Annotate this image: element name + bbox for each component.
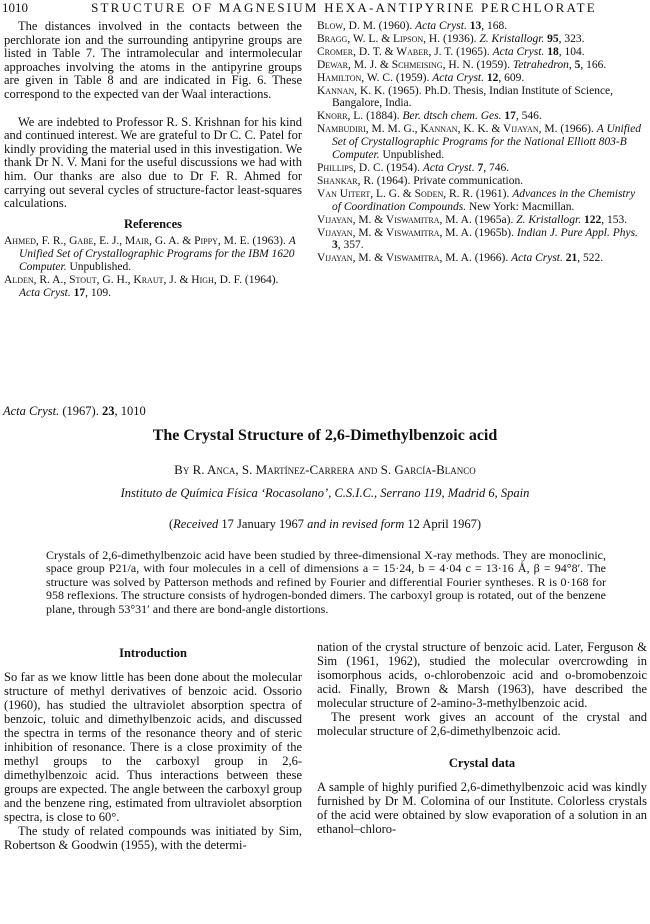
reference-authors: Blow, D. M. (317, 20, 376, 32)
reference-authors: Hamilton, W. C. (317, 71, 393, 84)
reference-entry (317, 20, 647, 33)
article-institute: Instituto de Química Física ‘Rocasolano’, C.S.I.C., Serrano 119, Madrid 6, Spain (120, 486, 530, 500)
reference-entry (317, 252, 647, 265)
reference-entry (317, 162, 647, 175)
reference-volume: 5 (574, 58, 581, 71)
prev-article-left-column (4, 20, 302, 300)
reference-year: (1965b). (474, 226, 514, 239)
running-title: STRUCTURE OF MAGNESIUM HEXA-ANTIPYRINE PERCHLORATE (91, 0, 597, 15)
reference-pages: , 323. (558, 32, 585, 45)
reference-entry (4, 274, 302, 300)
abstract: Crystals of 2,6-dimethylbenzoic acid have been studied by three-dimensional X-ray methods. They are monoclinic, space group P21/a, with four molecules in a cell of dimensions a = 15·24, b = 4·04 c = 13·16 Å, β = 94°8′. The structure was solved by Patterson methods and refined by Fourier and differential Fourier syntheses. R is 0·168 for 958 reflexions. The structure consists of hydrogen-bonded dimers. The carboxyl group is rotated, out of the benzene plane, through 53°31′ and there are bond-angle distortions. (46, 548, 606, 616)
prev-paragraph-1: The distances involved in the contacts between the perchlorate ion and the surrounding antipyrine groups are listed in Table 7. The intramolecular and intermolecular approaches involving the atoms in the antipyrine groups are given in Table 8 and are indicated in Fig. 6. These correspond to the expected van der Waal interactions. (4, 19, 302, 101)
reference-year: (1964). (376, 174, 411, 187)
reference-authors: Alden, R. A., Stout, G. H., Kraut, J. & High, D. F. (4, 274, 242, 287)
reference-year: (1936). (442, 32, 477, 45)
reference-authors: Ahmed, F. R., Gabe, E. J., Mair, G. A. & Pippy, M. E. (4, 235, 250, 248)
reference-volume: 95 (547, 32, 559, 45)
reference-journal: Z. Kristallogr. (516, 213, 582, 226)
reference-entry (317, 123, 647, 162)
reference-volume: 3 (332, 239, 338, 252)
reference-pages: , 357. (337, 239, 364, 252)
reference-journal: Z. Kristallogr. (479, 32, 545, 45)
intro-paragraph-2-continued: nation of the crystal structure of benzoic acid. Later, Ferguson & Sim (1961, 1962), studied the molecular overcrowding in isomorphous acids, o-chlorobenzoic acid and o-bromobenzoic acid. Finally, Brown & Marsh (1963), have described the molecular structure of 2-amino-3-methylbenzoic acid. (317, 640, 647, 710)
article-authors: By R. Anca, S. Martínez-Carrera and S. García-Blanco (174, 462, 476, 477)
article-right-column (317, 640, 647, 836)
reference-title: A Unified Set of Crystallographic Programs for the IBM 1620 Computer. (19, 235, 296, 274)
references-heading: References (123, 216, 183, 231)
reference-year: (1960). (378, 20, 413, 32)
reference-authors: Bragg, W. L. & Lipson, H. (317, 32, 441, 45)
reference-title: Advances in the Chemistry of Coordination Compounds. (332, 187, 636, 213)
reference-year: (1959). (395, 71, 430, 84)
reference-volume: 18 (547, 45, 559, 58)
reference-year: (1954). (386, 161, 420, 174)
reference-year: (1965a). (474, 213, 514, 226)
reference-authors: Dewar, M. J. & Schmeising, H. N. (317, 58, 474, 71)
reference-journal: Acta Cryst. (19, 286, 71, 299)
received-dates: (Received 17 January 1967 and in revised form 12 April 1967) (169, 517, 481, 531)
reference-entry (317, 46, 647, 59)
references-list-right (317, 20, 647, 265)
reference-pages: , 168. (481, 20, 508, 32)
reference-year: (1965). (388, 84, 422, 97)
reference-authors: Van Uitert, L. G. & Soden, R. R. (317, 187, 473, 200)
reference-year: (1966). (560, 123, 594, 136)
reference-entry (317, 188, 647, 214)
reference-entry (317, 227, 647, 253)
references-list-left (4, 235, 302, 300)
reference-entry (317, 175, 647, 188)
article-left-column (4, 646, 302, 852)
reference-year: (1964). (244, 274, 279, 287)
reference-journal: Acta Cryst. (492, 45, 545, 58)
reference-pages: , 104. (558, 45, 585, 58)
reference-authors: Nambudiri, M. M. G., Kannan, K. K. & Vijayan, M. (317, 123, 558, 136)
article-title: The Crystal Structure of 2,6-Dimethylbenzoic acid (152, 427, 498, 444)
reference-volume: 122 (583, 213, 602, 226)
reference-year: (1966). (474, 252, 509, 265)
reference-pages: , 522. (577, 252, 604, 265)
reference-volume: 17 (504, 110, 516, 123)
reference-volume: 13 (469, 20, 482, 32)
intro-paragraph-3: The present work gives an account of the crystal and molecular structure of 2,6-dimethylbenzoic acid. (317, 710, 647, 738)
reference-entry (317, 72, 647, 85)
reference-year: (1884). (366, 110, 400, 123)
reference-rest: Unpublished. (382, 149, 445, 162)
reference-entry (317, 110, 647, 123)
reference-pages: , 153. (601, 213, 628, 226)
intro-paragraph-2: The study of related compounds was initiated by Sim, Robertson & Goodwin (1955), with the determi- (4, 824, 302, 852)
prev-article-right-column (317, 20, 647, 265)
reference-entry (317, 59, 647, 72)
reference-volume: 17 (73, 286, 86, 299)
reference-authors: Kannan, K. K. (317, 84, 386, 97)
article-citation: Acta Cryst. (1967). 23, 1010 (3, 404, 146, 418)
reference-authors: Phillips, D. C. (317, 161, 384, 174)
reference-rest: Ph.D. Thesis, Indian Institute of Science, Bangalore, India. (332, 84, 614, 110)
crystal-data-heading: Crystal data (448, 756, 516, 770)
crystal-data-paragraph: A sample of highly purified 2,6-dimethylbenzoic acid was kindly furnished by Dr M. Colomina of our Institute. Colorless crystals of the acid were obtained by slow evaporation of a solution in an ethanol–chloro- (317, 780, 647, 836)
reference-year: (1959). (476, 58, 510, 71)
reference-pages: , 546. (515, 110, 542, 123)
acknowledgements-paragraph: We are indebted to Professor R. S. Krishnan for his kind and continued interest. We are grateful to Dr C. C. Patel for kindly providing the material used in this investigation. We thank Dr N. V. Mani for the useful discussions we had with him. Our thanks are also due to Dr F. R. Ahmed for carrying out several cycles of structure-factor least-squares calculations. (4, 114, 302, 211)
reference-journal: Acta Cryst. (422, 161, 475, 174)
reference-authors: Vijayan, M. & Viswamitra, M. A. (317, 213, 472, 226)
reference-pages: , 166. (580, 58, 607, 71)
reference-entry (317, 33, 647, 46)
reference-entry (317, 85, 647, 111)
intro-paragraph-1: So far as we know little has been done about the molecular structure of methyl derivatives of benzoic acid. Ossorio (1960), has studied the ultraviolet absorption spectra of benzoic, toluic and dimethylbenzoic acids, and discussed the spectra in terms of the resonance theory and of steric inhibition of resonance. There is a close proximity of the methyl groups to the carboxyl group in 2,6-dimethylbenzoic acid. Thus interactions between these groups are expected. The angle between the carboxyl group and the benzene ring, estimated from ultraviolet absorption spectra, is close to 60°. (4, 670, 302, 824)
reference-volume: 7 (477, 161, 484, 174)
reference-volume: 21 (565, 252, 578, 265)
reference-authors: Vijayan, M. & Viswamitra, M. A. (317, 226, 472, 239)
reference-rest: Private communication. (413, 174, 524, 187)
page-number: 1010 (2, 0, 28, 15)
reference-volume: 12 (486, 71, 499, 84)
reference-year: (1961). (475, 187, 510, 200)
reference-pages: , 609. (498, 71, 525, 84)
introduction-heading: Introduction (119, 646, 187, 660)
reference-journal: Indian J. Pure Appl. Phys. (516, 226, 638, 239)
reference-title: A Unified Set of Crystallographic Programs for the National Elliott 803-B Computer. (332, 123, 641, 162)
reference-journal: Tetrahedron, (512, 58, 572, 71)
reference-pages: , 109. (85, 286, 111, 299)
reference-journal: Acta Cryst. (415, 20, 467, 32)
reference-authors: Shankar, R. (317, 174, 374, 187)
reference-rest: Unpublished. (69, 261, 132, 274)
reference-authors: Vijayan, M. & Viswamitra, M. A. (317, 252, 472, 265)
reference-journal: Acta Cryst. (432, 71, 484, 84)
reference-pages: , 746. (483, 161, 510, 174)
reference-journal: Acta Cryst. (511, 252, 563, 265)
reference-entry (317, 214, 647, 227)
reference-rest: New York: Macmillan. (468, 200, 575, 213)
reference-year: (1965). (456, 45, 490, 58)
reference-authors: Knorr, L. (317, 110, 364, 123)
reference-authors: Cromer, D. T. & Waber, J. T. (317, 45, 454, 58)
reference-journal: Ber. dtsch chem. Ges. (402, 110, 502, 123)
reference-entry (4, 235, 302, 274)
reference-year: (1963). (252, 235, 286, 248)
